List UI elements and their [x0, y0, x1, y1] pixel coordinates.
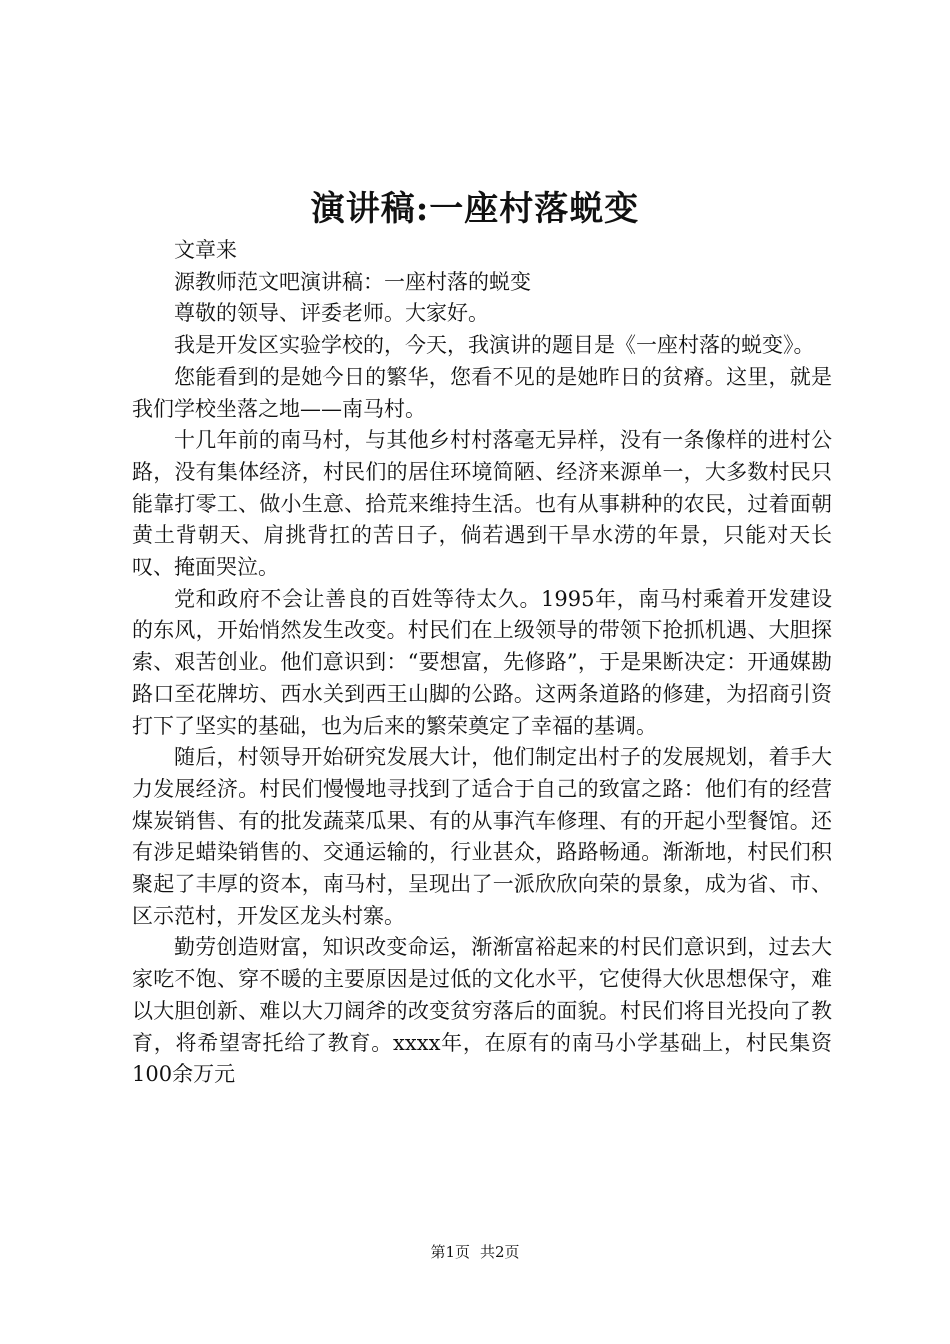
page-number-current: 第1页 [430, 1243, 470, 1261]
paragraph: 文章来 [174, 238, 237, 262]
paragraph: 党和政府不会让善良的百姓等待太久。1995年，南马村乘着开发建设的东风，开始悄然发生改变。村民们在上级领导的带领下抢抓机遇、大胆探索、艰苦创业。他们意识到：“要想富，先修路”，于是果断决定：开通媒勘路口至花牌坊、西水关到西王山脚的公路。这两条道路的修建，为招商引资打下了坚实的基础，也为后来的繁荣奠定了幸福的基调。 [132, 586, 832, 738]
paragraph: 您能看到的是她今日的繁华，您看不见的是她昨日的贫瘠。这里，就是我们学校坐落之地——南马村。 [132, 364, 832, 421]
paragraph: 我是开发区实验学校的，今天，我演讲的题目是《一座村落的蜕变》。 [174, 333, 815, 358]
document-title: 演讲稿:一座村落蜕变 [310, 189, 640, 229]
paragraph: 随后，村领导开始研究发展大计，他们制定出村子的发展规划，着手大力发展经济。村民们慢慢地寻找到了适合于自己的致富之路：他们有的经营煤炭销售、有的批发蔬菜瓜果、有的从事汽车修理、有的开起小型餐馆。还有涉足蜡染销售的、交通运输的，行业甚众，路路畅通。渐渐地，村民们积聚起了丰厚的资本，南马村，呈现出了一派欣欣向荣的景象，成为省、市、区示范村，开发区龙头村寨。 [132, 745, 832, 928]
paragraph: 十几年前的南马村，与其他乡村村落毫无异样，没有一条像样的进村公路，没有集体经济，村民们的居住环境简陋、经济来源单一，大多数村民只能靠打零工、做小生意、拾荒来维持生活。也有从事耕种的农民，过着面朝黄土背朝天、肩挑背扛的苦日子，倘若遇到干旱水涝的年景，只能对天长叹、掩面哭泣。 [132, 428, 832, 580]
paragraph: 勤劳创造财富，知识改变命运，渐渐富裕起来的村民们意识到，过去大家吃不饱、穿不暖的主要原因是过低的文化水平，它使得大伙思想保守，难以大胆创新、难以大刀阔斧的改变贫穷落后的面貌。村民们将目光投向了教育，将希望寄托给了教育。xxxx年，在原有的南马小学基础上，村民集资100余万元 [132, 935, 832, 1087]
paragraph: 尊敬的领导、评委老师。大家好。 [174, 301, 489, 326]
page-number-total: 共2页 [480, 1243, 520, 1261]
page-footer [0, 1242, 950, 1262]
paragraph: 源教师范文吧演讲稿：一座村落的蜕变 [174, 269, 531, 294]
document-body [132, 235, 832, 1091]
